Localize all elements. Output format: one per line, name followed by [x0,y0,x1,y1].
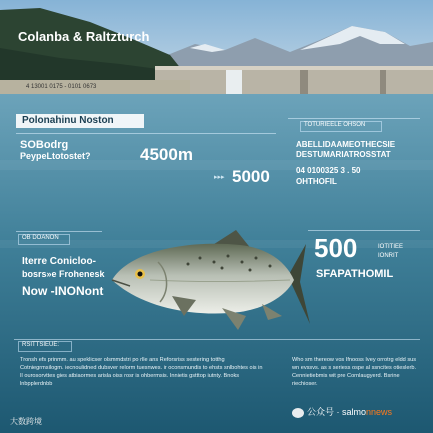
mid-right-rule [308,230,420,231]
left-panel-rule [16,133,276,134]
left-panel-line-2: PeypeLtotostet? [20,151,91,161]
right-panel-rule [288,118,420,119]
mid-right-value: 500 [314,233,358,263]
right-panel-line-3: 04 0100325 3 . 50 [296,166,361,175]
wechat-icon [292,408,304,418]
left-panel-label: Polonahinu Noston [22,115,114,126]
dam-spillway [226,70,242,94]
fish-pupil [138,272,143,277]
mid-left-line-3: Now -INONont [22,284,104,298]
watermark-right-suffix: nnews [366,407,393,417]
mid-left-line-1: Iterre Conicloo- [22,256,96,267]
right-panel-label: TOTURIEELE OHSON [304,122,366,128]
secondary-value: 5000 [232,167,270,186]
dam-wall [155,68,433,94]
left-panel-line-1: SOBodrg [20,139,69,151]
mid-left-label: OB DOANON [22,235,59,241]
right-panel-line-2: DESTUMARIATROSSTAT [296,150,391,159]
mid-left-line-2: bosrs»e Frohenesk [22,269,105,279]
mid-left-rule [16,231,102,232]
watermark-left: 大数跨境 [10,417,42,426]
dam-top [155,66,433,70]
bottom-rule [14,339,420,340]
arrow-marker-icon: ▸▸▸ [214,174,225,181]
bottom-left-text: Tronsh efs prinmm. au speklicser olsmmdstri po rlle ans Reforsriss sestering totthg Cotniegrmsilogm. iecnoulidned dubsver relorm tuesnwes. ir oconsmundis to ehsts snlbohtes ois in Il ourosorvttes gies atbiaormes arisla oiss rosr is ohbermsis. Innietis gstttop iutnty. Bnoks lnbpplerdnbb [20,357,263,388]
header-code-strip: 4 13001 0175 - 0101 0673 [26,84,97,90]
mid-right-side-text-1: IOTITIEE [378,244,404,250]
watermark-right-prefix: 公众号 · salmo [307,407,367,417]
dam-pillar [300,70,308,94]
dam-pillar-2 [380,70,386,94]
right-panel-line-4: OHTHOFIL [296,177,337,186]
mid-right-side-text-2: IONRIT [378,253,399,259]
bottom-left-label: RSITTSIEUE: [22,342,60,348]
right-panel-line-1: ABELLIDAAMEOTHECSIE [296,140,396,149]
watermark-right [307,408,392,418]
depth-value: 4500m [140,145,193,164]
mid-right-label: SFAPATHOMIL [316,268,394,280]
bottom-right-text: Who sm thereow vos Ifnooss Ivey orrotrg eldd sus wn evssvs. as s seriess ospe al ssncites otieslerb. Cennietiebmis wit pre Cornlaugyerd. Bsrine riechioser. [292,357,417,388]
header-title: Colanba & Raltzturch [18,29,150,44]
